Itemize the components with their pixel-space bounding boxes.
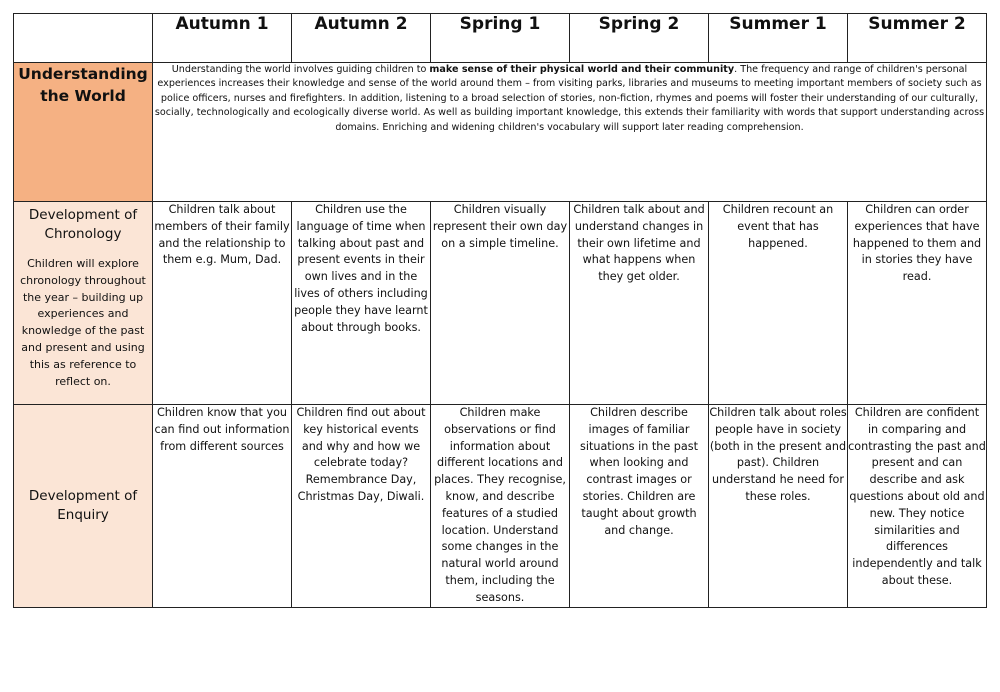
chronology-strand-cell: [14, 202, 153, 405]
enquiry-spring-1: Children make observations or find information about different locations and places. They recognise, know, and describe features of a studied location. Understand some changes in the natural world around them, including the seasons.: [431, 405, 570, 608]
enquiry-autumn-1: Children know that you can find out information from different sources: [153, 405, 292, 608]
intro-text-bold: make sense of their physical world and their community: [429, 64, 735, 75]
chronology-autumn-2: Children use the language of time when talking about past and present events in their own lives and in the lives of others including people they have learnt about through books.: [292, 202, 431, 405]
term-header-row: [14, 14, 987, 63]
enquiry-spring-2: Children describe images of familiar situations in the past when looking and contrast images or stories. Children are taught about growth and change.: [570, 405, 709, 608]
enquiry-summer-1: Children talk about roles people have in society (both in the present and past). Children understand he need for these roles.: [709, 405, 848, 608]
enquiry-title: Development of Enquiry: [28, 487, 138, 523]
area-title: Understanding the World: [14, 63, 153, 202]
chronology-spring-2: Children talk about and understand changes in their own lifetime and what happens when they get older.: [570, 202, 709, 405]
term-spring-2: Spring 2: [570, 14, 709, 63]
term-summer-1: Summer 1: [709, 14, 848, 63]
chronology-summer-1: Children recount an event that has happened.: [709, 202, 848, 405]
term-summer-2: Summer 2: [848, 14, 987, 63]
curriculum-table: [13, 13, 987, 608]
enquiry-autumn-2: Children find out about key historical events and why and how we celebrate today? Remembrance Day, Christmas Day, Diwali.: [292, 405, 431, 608]
corner-cell: [14, 14, 153, 63]
term-autumn-2: Autumn 2: [292, 14, 431, 63]
area-intro: [153, 63, 987, 202]
chronology-description: Children will explore chronology throughout the year – building up experiences and knowledge of the past and present and using this as reference to reflect on.: [20, 257, 146, 388]
chronology-autumn-1: Children talk about members of their family and the relationship to them e.g. Mum, Dad.: [153, 202, 292, 405]
chronology-row: [14, 202, 987, 405]
chronology-summer-2: Children can order experiences that have happened to them and in stories they have read.: [848, 202, 987, 405]
term-spring-1: Spring 1: [431, 14, 570, 63]
chronology-title: Development of Chronology: [28, 207, 138, 242]
enquiry-strand-cell: [14, 405, 153, 608]
intro-text-end: . The frequency and range of children's personal experiences increases their knowledge and sense of the world around them – from visiting parks, libraries and museums to meeting important members of society such as police officers, nurses and firefighters. In addition, listening to a broad selection of stories, non-fiction, rhymes and poems will foster their understanding of our culturally, socially, technologically and ecologically diverse world. As well as building important knowledge, this extends their familiarity with words that support understanding across domains. Enriching and widening children's vocabulary will support later reading comprehension.: [154, 64, 985, 133]
area-row: [14, 63, 987, 202]
chronology-spring-1: Children visually represent their own day on a simple timeline.: [431, 202, 570, 405]
enquiry-summer-2: Children are confident in comparing and contrasting the past and present and can describe and ask questions about old and new. They notice similarities and differences independently and talk about these.: [848, 405, 987, 608]
enquiry-row: [14, 405, 987, 608]
intro-text-start: Understanding the world involves guiding children to: [171, 64, 430, 75]
term-autumn-1: Autumn 1: [153, 14, 292, 63]
